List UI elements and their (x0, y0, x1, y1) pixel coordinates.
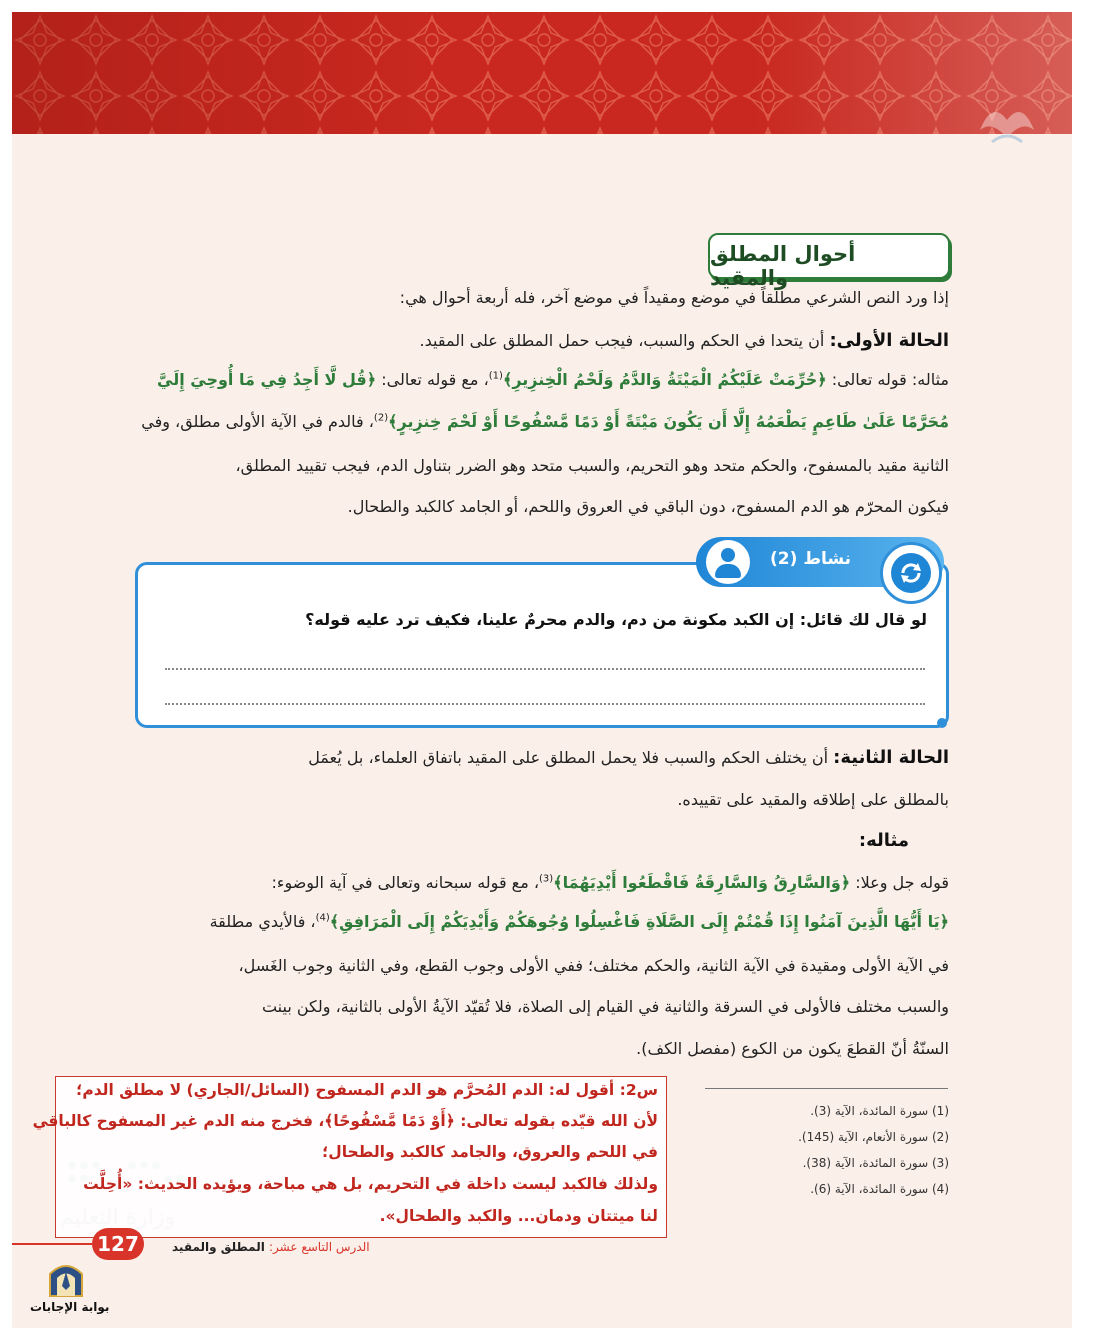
footnote-item: (3) سورة المائدة، الآية (38). (802, 1156, 949, 1170)
intro-text: إذا ورد النص الشرعي مطلقاً في موضع ومقيداً في موضع آخر، فله أربعة أحوال هي: (399, 288, 949, 307)
answer-line-text: ولذلك فالكبد ليست داخلة في التحريم، بل هي مباحة، ويؤيده الحديث: «أُحِلَّت (83, 1175, 658, 1193)
footnote-item: (1) سورة المائدة، الآية (3). (810, 1104, 949, 1118)
footnote-item: (4) سورة المائدة، الآية (6). (810, 1182, 949, 1196)
quran-verse: ﴿قُل لَّا أَجِدُ فِي مَا أُوحِيَ إِلَيَّ (157, 370, 377, 389)
lesson-topic: المطلق والمقيد (172, 1240, 270, 1254)
section-title: أحوال المطلق والمقيد (710, 242, 856, 290)
footnote-ref: (1) (488, 370, 503, 382)
footnote-ref: (3) (539, 873, 554, 885)
activity-title: نشاط (2) (770, 549, 852, 569)
example2-line5: السنّةُ أنّ القطعَ يكون من الكوع (مفصل الكف). (636, 1039, 949, 1058)
example1-line1 (157, 370, 949, 389)
site-name[interactable]: بوابة الإجابات (30, 1300, 110, 1314)
case1-text: أن يتحدا في الحكم والسبب، فيجب حمل المطلق على المقيد. (419, 331, 830, 350)
page-number-badge (92, 1228, 144, 1260)
example1-line3: الثانية مقيد بالمسفوح، والحكم متحد وهو التحريم، والسبب متحد وهو الضرر بتناول الدم، فيجب تقييد المطلق، (235, 456, 949, 475)
footnote-item: (2) سورة الأنعام، الآية (145). (798, 1130, 949, 1144)
example2-label: مثاله: (858, 830, 909, 851)
section-heading-box (708, 233, 950, 290)
footer-rule (12, 1243, 92, 1245)
decorative-banner (12, 12, 1072, 134)
student-icon (706, 540, 750, 584)
example2-line1 (272, 873, 949, 892)
case2-line2: بالمطلق على إطلاقه والمقيد على تقييده. (677, 790, 949, 809)
answer-line-text: لأن الله قيّده بقوله تعالى: ﴿أَوْ دَمًا مَّسْفُوحًا﴾، فخرج منه الدم غير المسفوح كالباقي (32, 1112, 658, 1130)
ministry-logo-icon (972, 90, 1042, 160)
footnote-ref: (4) (315, 912, 330, 924)
answer-line-text: س2: أقول له: الدم المُحرَّم هو الدم المسفوح (السائل/الجاري) لا مطلق الدم؛ (76, 1081, 658, 1099)
page-number: 127 (97, 1232, 139, 1256)
answer-box (32, 1076, 667, 1238)
example2-connector: ، مع قوله سبحانه وتعالى في آية الوضوء: (271, 873, 540, 892)
activity-question: لو قال لك قائل: إن الكبد مكونة من دم، والدم محرمٌ علينا، فكيف ترد عليه قوله؟ (305, 610, 927, 629)
cycle-icon (880, 542, 942, 604)
answer-line[interactable] (165, 703, 925, 705)
quran-verse: ﴿وَالسَّارِقُ وَالسَّارِقَةُ فَاقْطَعُوا أَيْدِيَهُمَا﴾ (553, 873, 851, 892)
example2-prefix: قوله جل وعلا: (850, 873, 949, 892)
quran-verse: ﴿يَا أَيُّهَا الَّذِينَ آمَنُوا إِذَا قُمْتُمْ إِلَى الصَّلَاةِ فَاغْسِلُوا وُجُوهَكُمْ وَأَيْدِيَكُمْ إِلَى الْمَرَافِقِ﴾ (329, 912, 949, 931)
example2-text: ، فالأيدي مطلقة (209, 912, 316, 931)
footnote-ref: (2) (373, 412, 389, 424)
example1-line2 (141, 412, 949, 431)
answer-line[interactable] (165, 668, 925, 670)
case2-line1 (308, 747, 949, 768)
example2-line4: والسبب مختلف فالأولى في السرقة والثانية في القيام إلى الصلاة، فلا تُقيّد الآيةُ الأولى بالثانية، ولكن بينت (261, 997, 949, 1016)
example1-text: ، فالدم في الآية الأولى مطلق، وفي (141, 412, 374, 431)
example2-line3: في الآية الأولى ومقيدة في الآية الثانية، والحكم مختلف؛ ففي الأولى وجوب القطع، وفي الثانية وجوب الغَسل، (238, 956, 949, 975)
example1-connector: ، مع قوله تعالى: (376, 370, 489, 389)
example2-line2 (210, 912, 949, 931)
quran-verse: مُحَرَّمًا عَلَىٰ طَاعِمٍ يَطْعَمُهُ إِلَّا أَن يَكُونَ مَيْتَةً أَوْ دَمًا مَّسْفُوحًا أَوْ لَحْمَ خِنزِيرٍ﴾ (388, 412, 949, 431)
case1-line (420, 330, 949, 351)
example1-line4: فيكون المحرّم هو الدم المسفوح، دون الباقي في العروق واللحم، أو الجامد كالكبد والطحال. (347, 497, 949, 516)
answer-line-text: لنا ميتتان ودمان... والكبد والطحال». (379, 1207, 658, 1225)
lesson-label: الدرس التاسع عشر: (269, 1240, 370, 1254)
case2-label: الحالة الثانية: (833, 747, 949, 768)
case1-label: الحالة الأولى: (829, 330, 949, 351)
quran-verse: ﴿حُرِّمَتْ عَلَيْكُمُ الْمَيْتَةُ وَالدَّمُ وَلَحْمُ الْخِنزِيرِ﴾ (502, 370, 827, 389)
answer-line-text: في اللحم والعروق، والجامد كالكبد والطحال؛ (322, 1143, 658, 1161)
footnote-divider (705, 1088, 948, 1089)
activity-dot (937, 718, 947, 728)
banner-gradient (12, 12, 1072, 134)
footer-lesson (172, 1240, 370, 1254)
bawaba-logo-icon[interactable] (44, 1256, 88, 1300)
example1-prefix: مثاله: قوله تعالى: (826, 370, 949, 389)
case2-text: أن يختلف الحكم والسبب فلا يحمل المطلق على المقيد باتفاق العلماء، بل يُعمَل (308, 748, 834, 767)
